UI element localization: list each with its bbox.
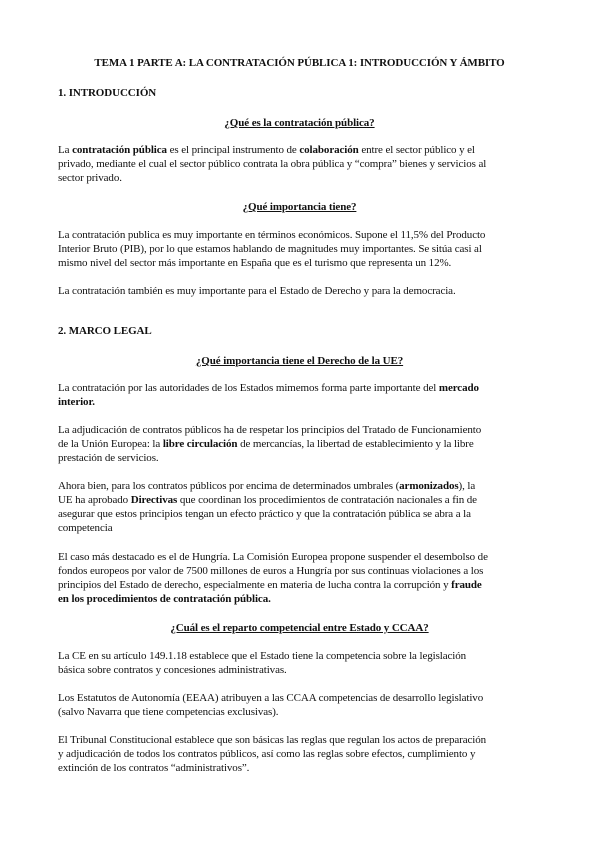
paragraph-line: prestación de servicios. — [58, 452, 159, 464]
section-heading-introduccion: 1. INTRODUCCIÓN — [58, 87, 157, 99]
paragraph-line: La adjudicación de contratos públicos ha de respetar los principios del Tratado de Funcionamiento — [58, 424, 482, 436]
bold-term: fraude — [451, 579, 482, 591]
paragraph-line: Los Estatutos de Autonomía (EEAA) atribuyen a las CCAA competencias de desarrollo legislativo — [58, 692, 484, 704]
bold-term: interior. — [58, 396, 95, 408]
text-run: de mercancías, la libertad de establecimiento y la libre — [237, 438, 474, 450]
paragraph-line — [58, 381, 479, 395]
bold-term: armonizados — [399, 480, 459, 492]
paragraph-line: El caso más destacado es el de Hungría. La Comisión Europea propone suspender el desembolso de — [58, 551, 488, 563]
paragraph-line: asegurar que estos principios tengan un efecto práctico y que la contratación pública se abra a la — [58, 508, 471, 520]
bold-term: Directivas — [130, 494, 178, 506]
document-title: TEMA 1 PARTE A: LA CONTRATACIÓN PÚBLICA 1: INTRODUCCIÓN Y ÁMBITO — [94, 57, 505, 69]
paragraph-line — [58, 578, 482, 592]
paragraph-line: competencia — [58, 522, 113, 534]
paragraph-line: básica sobre contratos y concesiones administrativas. — [58, 664, 287, 676]
bold-term: colaboración — [299, 144, 359, 156]
paragraph-line — [58, 493, 477, 507]
text-run: principios del Estado de derecho, especialmente en materia de lucha contra la corrupción y — [58, 579, 452, 591]
text-run: La — [58, 144, 73, 156]
paragraph-line: sector privado. — [58, 172, 122, 184]
bold-term: en los procedimientos de contratación pública. — [58, 593, 271, 605]
paragraph-line — [58, 479, 475, 493]
section-heading-marco-legal: 2. MARCO LEGAL — [58, 325, 152, 337]
text-run: UE ha aprobado — [58, 494, 131, 506]
paragraph-line — [58, 592, 271, 606]
question-heading: ¿Qué importancia tiene el Derecho de la UE? — [195, 355, 404, 367]
text-run: ), la — [458, 480, 476, 492]
paragraph-line: extinción de los contratos “administrativos”. — [58, 762, 250, 774]
text-run: que coordinan los procedimientos de contratación nacionales a fin de — [177, 494, 477, 506]
question-heading: ¿Cuál es el reparto competencial entre Estado y CCAA? — [170, 622, 429, 634]
paragraph-line: (salvo Navarra que tiene competencias exclusivas). — [58, 706, 279, 718]
paragraph-line — [58, 437, 474, 451]
text-run: Ahora bien, para los contratos públicos por encima de determinados umbrales ( — [58, 480, 400, 492]
text-run: es el principal instrumento de — [166, 144, 300, 156]
bold-term: mercado — [438, 382, 479, 394]
paragraph-line: fondos europeos por valor de 7500 millones de euros a Hungría por sus continuas violaciones a los — [58, 565, 484, 577]
question-heading: ¿Qué es la contratación pública? — [224, 117, 375, 129]
paragraph-line: privado, mediante el cual el sector público contrata la obra pública y “compra” bienes y servicios al — [58, 158, 487, 170]
paragraph-line — [58, 143, 475, 157]
paragraph-line: La contratación publica es muy importante en términos económicos. Supone el 11,5% del Producto — [58, 229, 486, 241]
paragraph-line: mismo nivel del sector más importante en España que es el turismo que representa un 12%. — [58, 257, 452, 269]
paragraph-line: La CE en su artículo 149.1.18 establece que el Estado tiene la competencia sobre la legislación — [58, 650, 467, 662]
text-run: entre el sector público y el — [358, 144, 475, 156]
question-heading: ¿Qué importancia tiene? — [242, 201, 357, 213]
paragraph-line: y adjudicación de todos los contratos públicos, así como las reglas sobre efectos, cumplimiento y — [58, 748, 476, 760]
text-run: de la Unión Europea: la — [58, 438, 163, 450]
paragraph-line: La contratación también es muy importante para el Estado de Derecho y para la democracia. — [58, 285, 456, 297]
bold-term: contratación pública — [72, 144, 167, 156]
text-run: La contratación por las autoridades de los Estados mimemos forma parte importante del — [58, 382, 439, 394]
bold-term: libre circulación — [162, 438, 238, 450]
paragraph-line: El Tribunal Constitucional establece que son básicas las reglas que regulan los actos de preparación — [58, 734, 487, 746]
paragraph-line — [58, 395, 95, 409]
paragraph-line: Interior Bruto (PIB), por lo que estamos hablando de magnitudes muy importantes. Se sitúa casi al — [58, 243, 482, 255]
